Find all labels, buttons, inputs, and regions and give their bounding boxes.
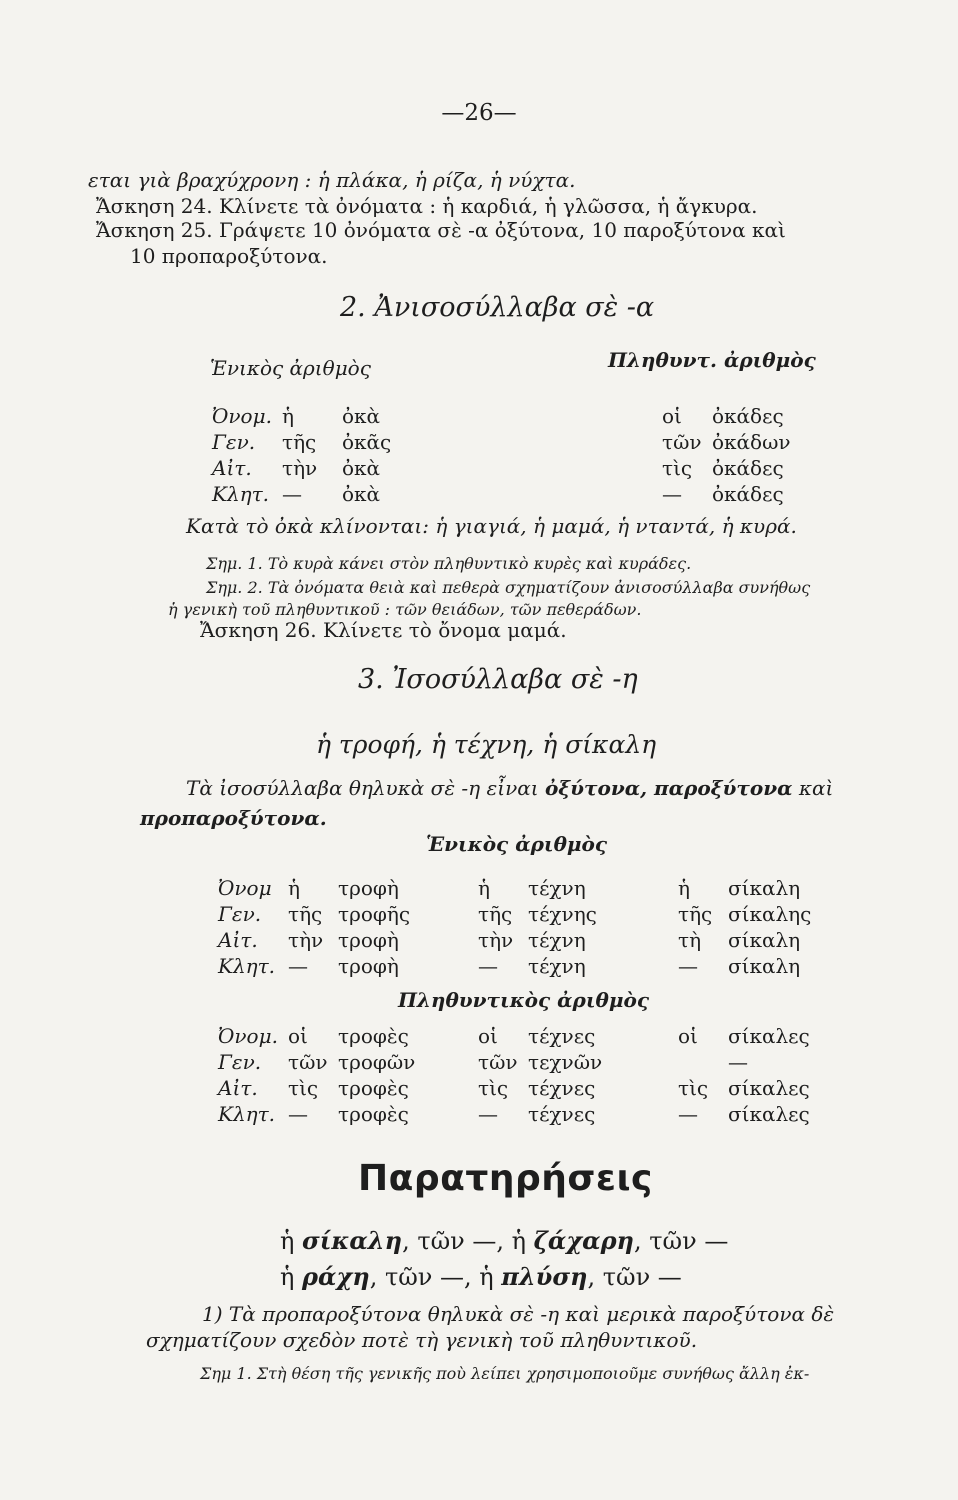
article: —: [678, 1102, 698, 1126]
text: ἡ: [280, 1227, 303, 1255]
article: ἡ: [478, 876, 490, 900]
plural-article: —: [662, 482, 682, 506]
article: τὴ: [678, 928, 702, 952]
article: —: [288, 954, 308, 978]
note-1: Σημ. 1. Τὸ κυρὰ κάνει στὸν πληθυντικὸ κυρὲς καὶ κυράδες.: [206, 554, 692, 573]
article: τὶς: [288, 1076, 319, 1100]
page-number: —26—: [441, 100, 517, 126]
article: οἱ: [288, 1024, 308, 1048]
article: τῆς: [288, 902, 323, 926]
declension-row: [212, 430, 791, 454]
word: —: [728, 1050, 748, 1074]
declension-row: [218, 902, 811, 926]
article: —: [288, 1102, 308, 1126]
section-2-title: 2. Ἀνισοσύλλαβα σὲ -α: [340, 292, 655, 323]
word: σίκαλης: [728, 902, 812, 926]
word: τροφὴ: [338, 928, 399, 952]
word: ὀκὰ: [342, 404, 381, 428]
example-word: ράχη: [302, 1262, 370, 1291]
article: τὴν: [478, 928, 514, 952]
exercise-24: Ἄσκηση 24. Κλίνετε τὰ ὀνόματα : ἡ καρδιά, ἡ γλῶσσα, ἡ ἄγκυρα.: [96, 194, 758, 218]
case-label: Αἰτ.: [218, 1076, 258, 1100]
case-label: Κλητ.: [212, 482, 270, 506]
remarks-title: Παρατηρήσεις: [358, 1158, 653, 1199]
plural-word: ὀκάδες: [712, 404, 784, 428]
note-2: Σημ. 2. Τὰ ὀνόματα θειὰ καὶ πεθερὰ σχηματίζουν ἀνισοσύλλαβα συνήθως: [206, 578, 811, 597]
declension-row: [218, 1076, 810, 1100]
article: τῶν: [478, 1050, 518, 1074]
article: [678, 1050, 728, 1074]
plural-word: ὀκάδων: [712, 430, 791, 454]
text: , τῶν —: [587, 1263, 682, 1291]
exercise-26: Ἄσκηση 26. Κλίνετε τὸ ὄνομα μαμά.: [200, 618, 567, 642]
case-label: Γεν.: [218, 1050, 262, 1074]
rule-text: Τὰ ἰσοσύλλαβα θηλυκὰ σὲ -η εἶναι: [186, 776, 545, 800]
note-2-cont: ἡ γενικὴ τοῦ πληθυντικοῦ : τῶν θειάδων, τῶν πεθεράδων.: [168, 600, 642, 619]
declension-row: [212, 404, 784, 428]
declension-row: [212, 482, 784, 506]
singular-heading: Ἑνικὸς ἀριθμὸς: [210, 356, 371, 380]
article: —: [478, 1102, 498, 1126]
article: —: [678, 954, 698, 978]
declension-row: [218, 1024, 810, 1048]
case-label: Κλητ.: [218, 954, 276, 978]
remark-1-cont: σχηματίζουν σχεδὸν ποτὲ τὴ γενικὴ τοῦ πληθυντικοῦ.: [146, 1328, 698, 1352]
text: , τῶν —, ἡ: [369, 1263, 502, 1291]
singular-heading: Ἑνικὸς ἀριθμὸς: [426, 832, 608, 856]
plural-word: ὀκάδες: [712, 456, 784, 480]
case-label: Ὀνομ.: [218, 1024, 278, 1048]
word: σίκαλες: [728, 1024, 810, 1048]
word: ὀκᾶς: [342, 430, 392, 454]
article: —: [282, 482, 302, 506]
case-label: Γεν.: [218, 902, 262, 926]
article: τῆς: [282, 430, 317, 454]
case-label: Ὀνομ: [218, 876, 272, 900]
article: τῆς: [678, 902, 713, 926]
exercise-25-cont: 10 προπαροξύτονα.: [130, 244, 328, 268]
plural-heading: Πληθυντ. ἀριθμὸς: [608, 348, 816, 372]
article: τῆς: [478, 902, 513, 926]
word: τροφὲς: [338, 1102, 409, 1126]
text: , τῶν —, ἡ: [402, 1227, 534, 1255]
example-word: πλύση: [501, 1262, 588, 1291]
word: τροφὲς: [338, 1076, 409, 1100]
word: τεχνῶν: [528, 1050, 603, 1074]
text: ἡ: [280, 1263, 303, 1291]
word: σίκαλες: [728, 1102, 810, 1126]
declension-row: [218, 876, 800, 900]
case-label: Κλητ.: [218, 1102, 276, 1126]
case-label: Αἰτ.: [212, 456, 252, 480]
article: οἱ: [678, 1024, 698, 1048]
declension-row: [218, 1050, 748, 1074]
rule-and: καὶ: [792, 776, 834, 800]
exercise-25: Ἄσκηση 25. Γράψετε 10 ὀνόματα σὲ -α ὀξύτονα, 10 παροξύτονα καὶ: [96, 218, 786, 242]
remark-1: 1) Τὰ προπαροξύτονα θηλυκὰ σὲ -η καὶ μερικὰ παροξύτονα δὲ: [202, 1302, 835, 1326]
word: τέχνες: [528, 1076, 596, 1100]
article: τὴν: [288, 928, 324, 952]
word: ὀκὰ: [342, 482, 381, 506]
word: τέχνης: [528, 902, 597, 926]
section-3-title: 3. Ἰσοσύλλαβα σὲ -η: [358, 664, 638, 695]
section-2-rule: Κατὰ τὸ ὀκὰ κλίνονται: ἡ γιαγιά, ἡ μαμά, ἡ νταντά, ἡ κυρά.: [186, 514, 797, 538]
word: τέχνη: [528, 928, 586, 952]
article: τὶς: [478, 1076, 509, 1100]
article: τὶς: [678, 1076, 709, 1100]
article: —: [478, 954, 498, 978]
case-label: Γεν.: [212, 430, 256, 454]
section-3-rule-cont: προπαροξύτονα.: [140, 806, 327, 830]
section-3-rule: [186, 776, 833, 800]
word: τροφὲς: [338, 1024, 409, 1048]
article: οἱ: [478, 1024, 498, 1048]
word: σίκαλες: [728, 1076, 810, 1100]
word: σίκαλη: [728, 954, 801, 978]
article: τῶν: [288, 1050, 328, 1074]
declension-row: [218, 954, 800, 978]
word: σίκαλη: [728, 928, 801, 952]
declension-row: [212, 456, 784, 480]
remarks-line-2: [280, 1262, 682, 1291]
example-word: σίκαλη: [302, 1226, 403, 1255]
word: τροφὴ: [338, 876, 399, 900]
word: σίκαλη: [728, 876, 801, 900]
word: τέχνες: [528, 1102, 596, 1126]
article: ἡ: [282, 404, 294, 428]
plural-article: οἱ: [662, 404, 682, 428]
article: ἡ: [678, 876, 690, 900]
plural-article: τὶς: [662, 456, 693, 480]
declension-row: [218, 1102, 810, 1126]
remark-note: Σημ 1. Στὴ θέση τῆς γενικῆς ποὺ λείπει χρησιμοποιοῦμε συνήθως ἄλλη ἐκ-: [200, 1364, 810, 1383]
remarks-line-1: [280, 1226, 728, 1255]
word: τροφῶν: [338, 1050, 416, 1074]
plural-word: ὀκάδες: [712, 482, 784, 506]
word: τροφὴ: [338, 954, 399, 978]
article: τὴν: [282, 456, 318, 480]
section-3-examples: ἡ τροφή, ἡ τέχνη, ἡ σίκαλη: [316, 730, 657, 759]
plural-heading: Πληθυντικὸς ἀριθμὸς: [398, 988, 650, 1012]
word: τέχνη: [528, 876, 586, 900]
text: , τῶν —: [634, 1227, 729, 1255]
word: ὀκὰ: [342, 456, 381, 480]
plural-article: τῶν: [662, 430, 702, 454]
rule-bold-terms: ὀξύτονα, παροξύτονα: [544, 776, 793, 800]
example-word: ζάχαρη: [533, 1226, 635, 1255]
intro-line: εται γιὰ βραχύχρονη : ἡ πλάκα, ἡ ρίζα, ἡ νύχτα.: [88, 168, 576, 192]
word: τέχνη: [528, 954, 586, 978]
word: τροφῆς: [338, 902, 411, 926]
case-label: Αἰτ.: [218, 928, 258, 952]
word: τέχνες: [528, 1024, 596, 1048]
article: ἡ: [288, 876, 300, 900]
declension-row: [218, 928, 800, 952]
case-label: Ὀνομ.: [212, 404, 272, 428]
